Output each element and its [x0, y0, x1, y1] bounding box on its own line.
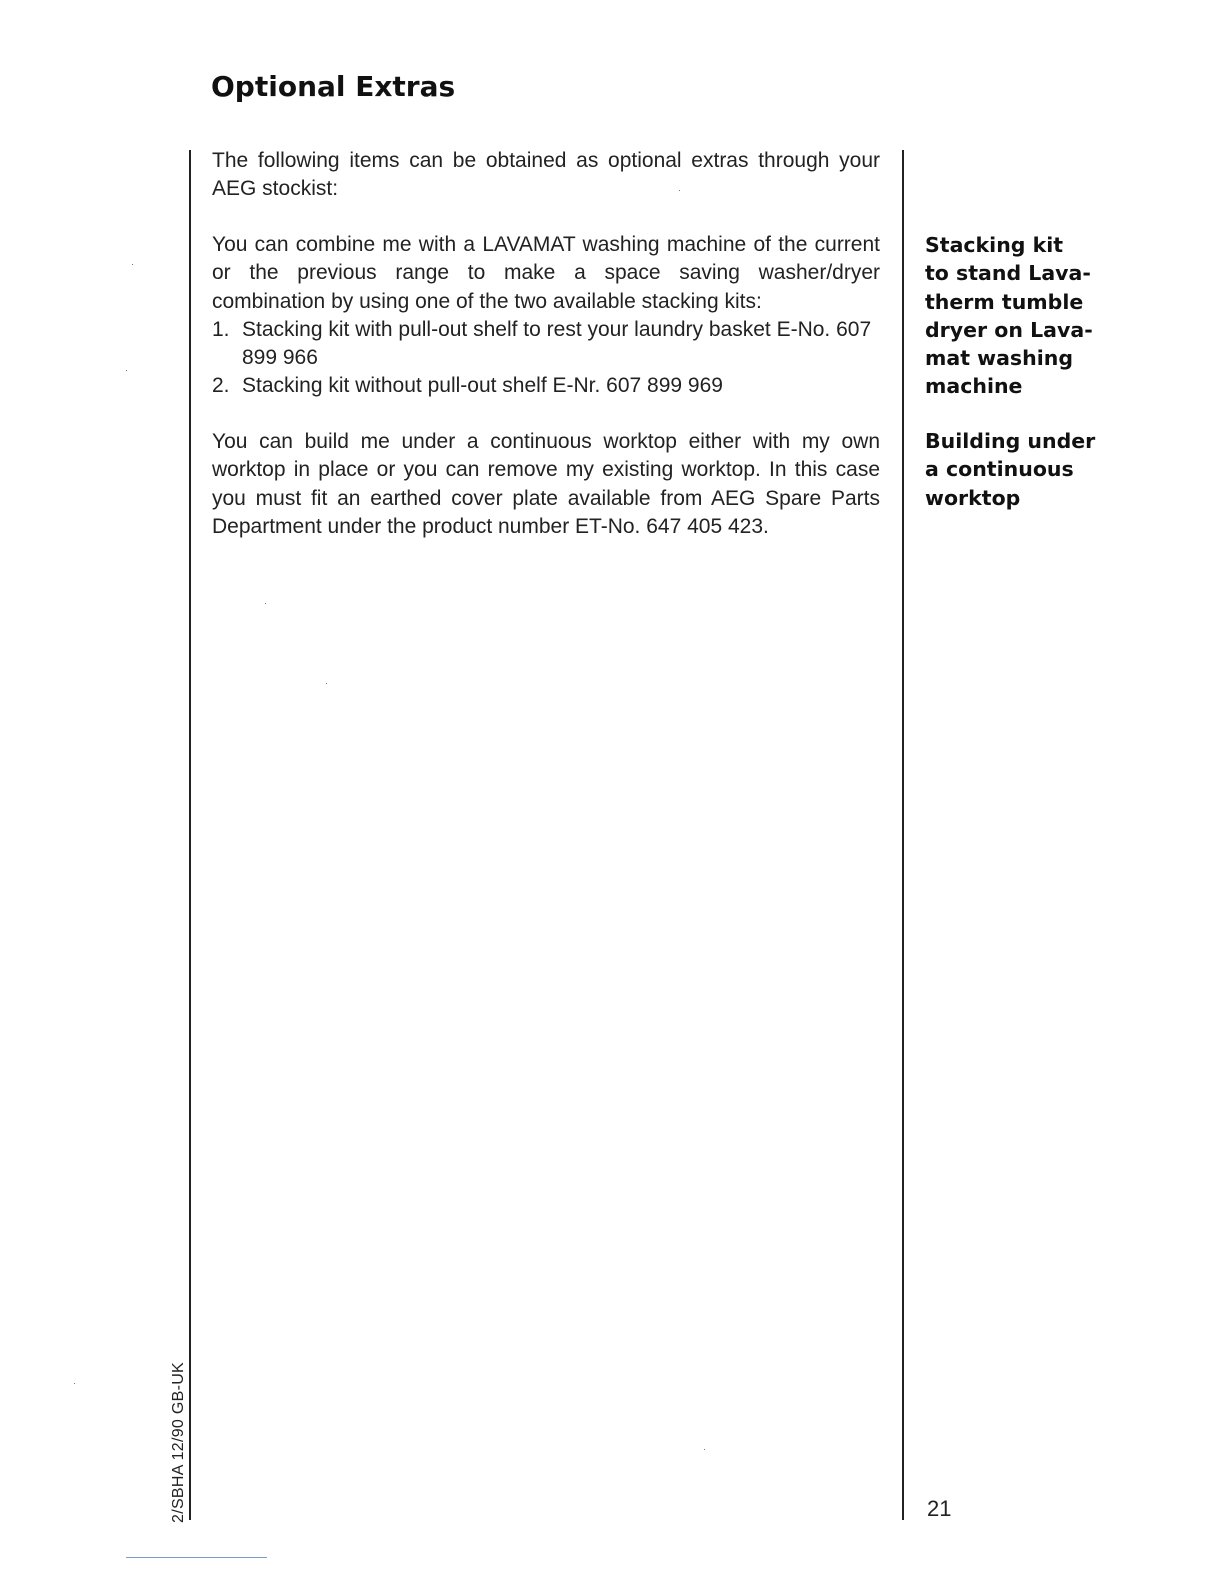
stacking-section: [212, 231, 880, 401]
list-item: [212, 316, 880, 373]
list-item-number: 1.: [212, 317, 230, 341]
scan-edge-line: [126, 1557, 267, 1558]
stacking-intro-text: You can combine me with a LAVAMAT washing machine of the current or the previous range to make a space saving washer/dryer combination by using one of the two available stacking kits:: [212, 233, 880, 313]
list-item-text: Stacking kit without pull-out shelf E-Nr. 607 899 969: [242, 374, 723, 398]
sidebar-heading-worktop: [925, 427, 1120, 512]
sidebar-heading-line: therm tumble: [925, 289, 1084, 314]
page-number: 21: [927, 1496, 952, 1521]
sidebar-heading-line: dryer on Lava-: [925, 317, 1093, 342]
sidebar-heading-line: Building under: [925, 429, 1096, 453]
sidebar-heading-line: worktop: [925, 485, 1021, 510]
right-margin-rule: [902, 150, 904, 1520]
worktop-text: You can build me under a continuous worktop either with my own worktop in place or you can remove my existing worktop. In this case you must fit an earthed cover plate available from AEG Spare Parts Department under the product number ET-No. 647 405 423.: [212, 430, 880, 538]
sidebar-heading-line: a continuous: [925, 457, 1074, 482]
worktop-section: [212, 428, 880, 541]
sidebar-heading-line: mat washing: [925, 346, 1073, 371]
page-title: Optional Extras: [211, 70, 456, 103]
sidebar-heading-line: to stand Lava-: [925, 261, 1091, 286]
scan-speck: [74, 1383, 75, 1384]
document-code: 2/SBHA 12/90 GB-UK: [170, 1361, 187, 1523]
intro-text: The following items can be obtained as optional extras through your AEG stockist:: [212, 149, 880, 201]
scan-speck: [704, 1449, 705, 1450]
intro-paragraph: [212, 147, 880, 204]
scan-speck: [265, 603, 266, 604]
list-item: [212, 372, 880, 400]
scan-speck: [126, 370, 127, 371]
scan-speck: [679, 190, 680, 191]
sidebar-heading-line: machine: [925, 374, 1023, 399]
list-item-text: Stacking kit with pull-out shelf to rest your laundry basket E-No. 607 899 966: [242, 317, 872, 370]
left-margin-rule: [189, 150, 191, 1520]
list-item-number: 2.: [212, 374, 230, 398]
scan-speck: [132, 264, 133, 265]
sidebar-heading-stacking: [925, 231, 1120, 401]
sidebar-heading-line: Stacking kit: [925, 233, 1064, 257]
stacking-kit-list: [212, 316, 880, 401]
scan-speck: [326, 683, 327, 684]
